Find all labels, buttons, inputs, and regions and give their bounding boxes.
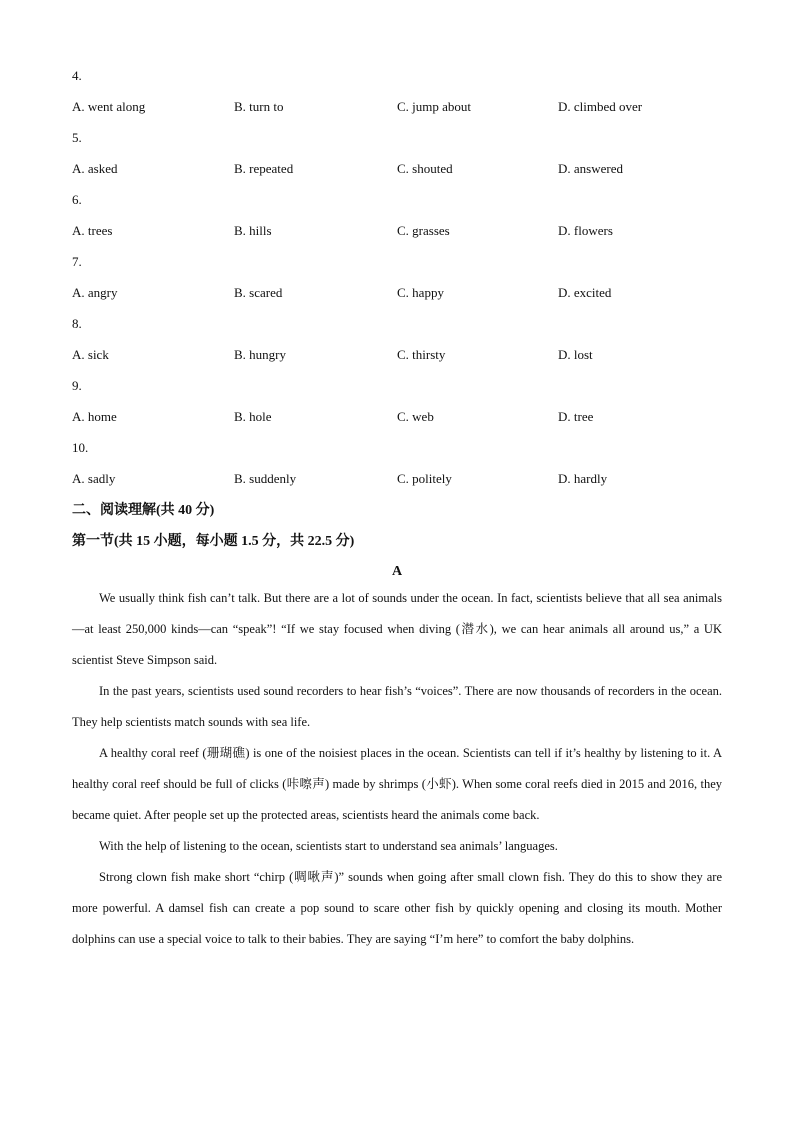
option-d: D. lost — [558, 347, 593, 362]
option-b: B. hills — [234, 223, 272, 238]
option-row — [72, 468, 722, 490]
section-subtitle: 第一节(共 15 小题，每小题 1.5 分，共 22.5 分) — [72, 534, 355, 549]
cloze-options-list — [72, 66, 722, 490]
option-c: C. shouted — [397, 161, 453, 176]
option-d: D. excited — [558, 285, 612, 300]
option-a: A. went along — [72, 99, 146, 114]
option-a: A. angry — [72, 285, 118, 300]
question-block — [72, 66, 722, 118]
option-row — [72, 96, 722, 118]
option-a: A. asked — [72, 161, 118, 176]
question-number: 9. — [72, 378, 82, 393]
option-b: B. hole — [234, 409, 272, 424]
question-block — [72, 190, 722, 242]
passage-paragraph: With the help of listening to the ocean, scientists start to understand sea animals’ languages. — [99, 839, 558, 853]
question-number: 4. — [72, 68, 82, 83]
passage-paragraph: In the past years, scientists used sound recorders to hear fish’s “voices”. There are now thousands of recorders in the ocean. They help scientists match sounds with sea life. — [72, 684, 722, 729]
option-c: C. thirsty — [397, 347, 446, 362]
option-a: A. trees — [72, 223, 113, 238]
option-row — [72, 282, 722, 304]
option-c: C. grasses — [397, 223, 450, 238]
option-b: B. turn to — [234, 99, 284, 114]
option-a: A. sick — [72, 347, 109, 362]
option-d: D. flowers — [558, 223, 613, 238]
passage-paragraph: A healthy coral reef (珊瑚礁) is one of the noisiest places in the ocean. Scientists can tell if it’s healthy by listening to it. A healthy coral reef should be full of clicks (咔嚓声) made by shrimps (小虾). When some coral reefs died in 2015 and 2016, they became quiet. After people set up the protected areas, scientists heard the animals come back. — [72, 746, 722, 822]
question-block — [72, 376, 722, 428]
option-c: C. happy — [397, 285, 444, 300]
option-row — [72, 344, 722, 366]
option-b: B. scared — [234, 285, 283, 300]
option-a: A. sadly — [72, 471, 116, 486]
option-d: D. tree — [558, 409, 594, 424]
option-c: C. web — [397, 409, 434, 424]
option-b: B. repeated — [234, 161, 294, 176]
option-a: A. home — [72, 409, 117, 424]
option-d: D. answered — [558, 161, 623, 176]
question-block — [72, 314, 722, 366]
option-b: B. hungry — [234, 347, 286, 362]
option-b: B. suddenly — [234, 471, 297, 486]
question-block — [72, 438, 722, 490]
passage-paragraph: Strong clown fish make short “chirp (啁啾声)” sounds when going after small clown fish. They do this to show they are more powerful. A damsel fish can create a pop sound to scare other fish by quickly opening and closing its mouth. Mother dolphins can use a special voice to talk to their babies. They are saying “I’m here” to comfort the baby dolphins. — [72, 870, 722, 946]
reading-section — [72, 500, 722, 955]
option-c: C. politely — [397, 471, 452, 486]
question-block — [72, 252, 722, 304]
question-number: 7. — [72, 254, 82, 269]
section-title: 二、阅读理解(共 40 分) — [72, 503, 215, 518]
option-c: C. jump about — [397, 99, 472, 114]
question-number: 8. — [72, 316, 82, 331]
option-d: D. climbed over — [558, 99, 643, 114]
passage-letter: A — [391, 564, 403, 579]
option-row — [72, 220, 722, 242]
option-row — [72, 158, 722, 180]
exam-page — [72, 66, 722, 955]
passage-paragraph: We usually think fish can’t talk. But there are a lot of sounds under the ocean. In fact, scientists believe that all sea animals —at least 250,000 kinds—can “speak”! “If we stay focused when diving (潜水), we can hear animals all around us,” a UK scientist Steve Simpson said. — [72, 591, 722, 667]
question-number: 10. — [72, 440, 89, 455]
question-number: 6. — [72, 192, 82, 207]
option-d: D. hardly — [558, 471, 608, 486]
question-number: 5. — [72, 130, 82, 145]
question-block — [72, 128, 722, 180]
option-row — [72, 406, 722, 428]
